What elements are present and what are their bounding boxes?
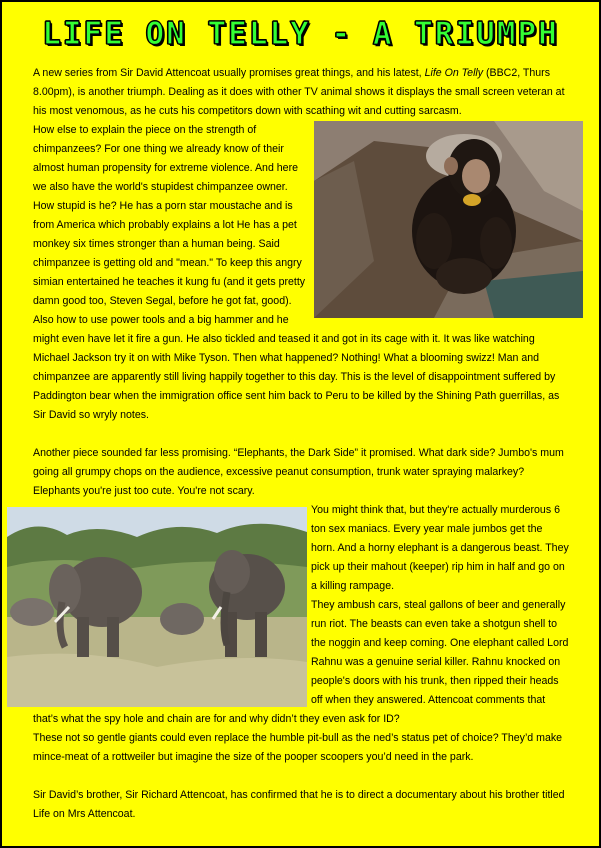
intro-text-end: (BBC2, Thurs 8.00pm), is another triumph. Dealing as it does with other TV animal shows it displays the small screen veteran at his most venomous, as he cuts his competitors down with scathing wit and cutting sarcasm. (33, 67, 565, 117)
paragraph-pit-bull: These not so gentle giants could even replace the humble pit-bull as the ned’s status pet of choice? They’d make mince-meat of a rottweiler but imagine the size of the pooper scoopers you’d need in the park. (33, 732, 563, 763)
paragraph-lord-rahnu: They ambush cars, steal gallons of beer and generally run riot. The beasts can even take a shotgun shell to the noggin and keep coming. One elephant called Lord Rahnu was a genuine serial killer. Rahnu knocked on people's doors with his trunk, then ripped their heads off when they answered. Attencoat comments that that’s what the spy hole and chain are for and why didn’t they even ask for ID? (33, 599, 569, 725)
article-body (33, 64, 569, 824)
chimpanzee-photo (314, 121, 583, 318)
paragraph-spacer (33, 425, 569, 444)
show-title: Life On Telly (424, 67, 484, 79)
paragraph-closing: Sir David’s brother, Sir Richard Attencoat, has confirmed that he is to direct a documentary about his brother titled Life on Mrs Attencoat. (33, 789, 565, 820)
elephants-photo (7, 507, 307, 707)
paragraph-elephants-intro: Another piece sounded far less promising. “Elephants, the Dark Side” it promised. What dark side? Jumbo's mum going all grumpy chops on the audience, excessive peanut consumption, trunk water spraying malarkey? Elephants you're just too cute. You're not scary. (33, 447, 564, 497)
paragraph-spacer (33, 767, 569, 786)
paragraph-intro (33, 64, 569, 121)
headline: LIFE ON TELLY - A TRIUMPH (42, 16, 559, 52)
paragraph-chimpanzees: How else to explain the piece on the strength of chimpanzees? For one thing we already know of their almost human propensity for extreme violence. And here we also have the world's stupidest chimpanzee owner. How stupid is he? He has a porn star moustache and is from America which probably explains a lot He has a pet monkey six times stronger than a human being. Said chimpanzee is getting old and "mean." To keep this angry simian entertained he teaches it kung fu (and it gets pretty damn good too, Steven Segal, before he got fat, good). Also how to use power tools and a big hammer and he might even have let it fire a gun. He also tickled and teased it and got in its cage with it. It was like watching Michael Jackson try it on with Mike Tyson. Then what happened? Nothing! What a blooming swizz! Man and chimpanzee are apparently still living happily together to this day. This is the level of disappointment suffered by Paddington bear when the immigration office sent him back to Peru to be killed by the Shining Path guerrillas, as Sir David so wryly notes. (33, 124, 560, 421)
paragraph-elephants-maniacs: You might think that, but they're actually murderous 6 ton sex maniacs. Every year male jumbos get the horn. And a horny elephant is a dangerous beast. They pick up their mahout (keeper) rip him in half and go on a killing rampage. (311, 504, 569, 592)
intro-text-start: A new series from Sir David Attencoat usually promises great things, and his latest, (33, 67, 425, 79)
